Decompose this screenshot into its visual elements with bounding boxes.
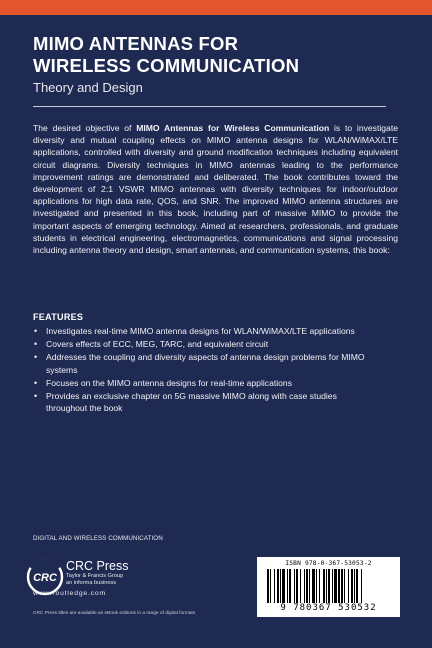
barcode-stripe xyxy=(354,569,355,603)
isbn-label: ISBN 978-0-367-53053-2 xyxy=(285,560,372,567)
series-name: DIGITAL AND WIRELESS COMMUNICATION xyxy=(33,535,163,542)
barcode-stripe xyxy=(296,569,298,603)
barcode-stripe xyxy=(323,569,325,603)
barcode-stripe xyxy=(277,569,279,603)
divider xyxy=(33,106,386,107)
barcode-stripe xyxy=(328,569,330,603)
barcode-stripe xyxy=(287,569,288,603)
barcode-stripe xyxy=(338,569,340,603)
barcode-number: 9 780367 530532 xyxy=(280,603,377,613)
accent-bar xyxy=(0,0,432,15)
feature-item: • Investigates real-time MIMO antenna designs for WLAN/WiMAX/LTE applications xyxy=(34,326,355,336)
barcode-stripe xyxy=(319,569,320,603)
description-intro: The desired objective of xyxy=(33,123,137,133)
barcode-stripe xyxy=(341,569,343,603)
book-description xyxy=(33,122,398,256)
barcode-stripe xyxy=(267,569,269,603)
publisher-block xyxy=(66,560,129,587)
publisher-url[interactable]: www.routledge.com xyxy=(33,590,106,597)
bullet-icon: • xyxy=(34,352,38,363)
barcode-stripe xyxy=(274,569,275,603)
feature-item: • Focuses on the MIMO antenna designs for real-time applications xyxy=(34,377,293,388)
barcode-stripe xyxy=(344,569,345,603)
barcode-stripe xyxy=(332,569,333,603)
bullet-icon: • xyxy=(34,326,38,336)
barcode-stripe xyxy=(334,569,337,603)
barcode-stripe xyxy=(356,569,358,603)
barcode-bars-icon xyxy=(267,569,393,603)
barcode-stripe xyxy=(270,569,271,603)
publisher-name: CRC Press xyxy=(66,559,129,573)
bullet-icon: • xyxy=(34,339,38,350)
description-bold-title: MIMO Antennas for Wireless Communication xyxy=(136,123,330,133)
book-subtitle: Theory and Design xyxy=(33,80,143,95)
bullet-icon: • xyxy=(34,391,38,402)
barcode-stripe xyxy=(306,569,308,603)
barcode-stripe xyxy=(282,569,285,603)
barcode-stripe xyxy=(304,569,305,603)
barcode-stripe xyxy=(326,569,327,603)
barcode-stripe xyxy=(309,569,310,603)
barcode-stripe xyxy=(294,569,295,603)
barcode-stripe xyxy=(361,569,362,603)
barcode-stripe xyxy=(300,569,301,603)
barcode-stripe xyxy=(312,569,315,603)
barcode-stripe xyxy=(280,569,281,603)
book-title: MIMO ANTENNAS FOR WIRELESS COMMUNICATION xyxy=(33,33,300,76)
barcode-stripe xyxy=(348,569,349,603)
feature-item: • Addresses the coupling and diversity aspects of antenna design problems for MIMO systems xyxy=(34,352,365,375)
barcode xyxy=(257,557,400,617)
barcode-stripe xyxy=(351,569,353,603)
features-list xyxy=(33,325,378,415)
logo-letters: CRC xyxy=(33,572,57,584)
feature-item: • Covers effects of ECC, MEG, TARC, and equivalent circuit xyxy=(34,339,269,350)
description-body: is to investigate diversity and mutual coupling effects on MIMO antenna designs for WLAN/WiMAX/LTE applications, controlled with diversity and ground modification techniques including equivalent circuit diagrams. Diversity techniques in MIMO antennas leading to the performance improvement ratings are demonstrated and deliberated. The book contributes toward the development of 2:1 VSWR MIMO antennas with diversity techniques for indoor/outdoor applications for high data rate, QOS, and SNR. The improved MIMO antenna structures are investigated and presented in this book, including part of massive MIMO to provide the important aspects of emerging technology. Aimed at researchers, professionals, and graduate students in electrical engineering, electromagnetics, communications and signal processing including antenna theory and design, smart antennas, and communication systems, this book: xyxy=(33,123,398,256)
feature-item: • Provides an exclusive chapter on 5G massive MIMO along with case studies throughout the book xyxy=(34,391,337,414)
ebook-note: CRC Press titles are available as eBook editions in a range of digital formats xyxy=(33,611,196,616)
features-heading: FEATURES xyxy=(33,312,84,322)
barcode-stripe xyxy=(316,569,317,603)
publisher-group: Taylor & Francis Group xyxy=(66,573,124,579)
bullet-icon: • xyxy=(34,377,38,388)
barcode-stripe xyxy=(289,569,291,603)
publisher-tagline: an informa business xyxy=(66,580,117,586)
